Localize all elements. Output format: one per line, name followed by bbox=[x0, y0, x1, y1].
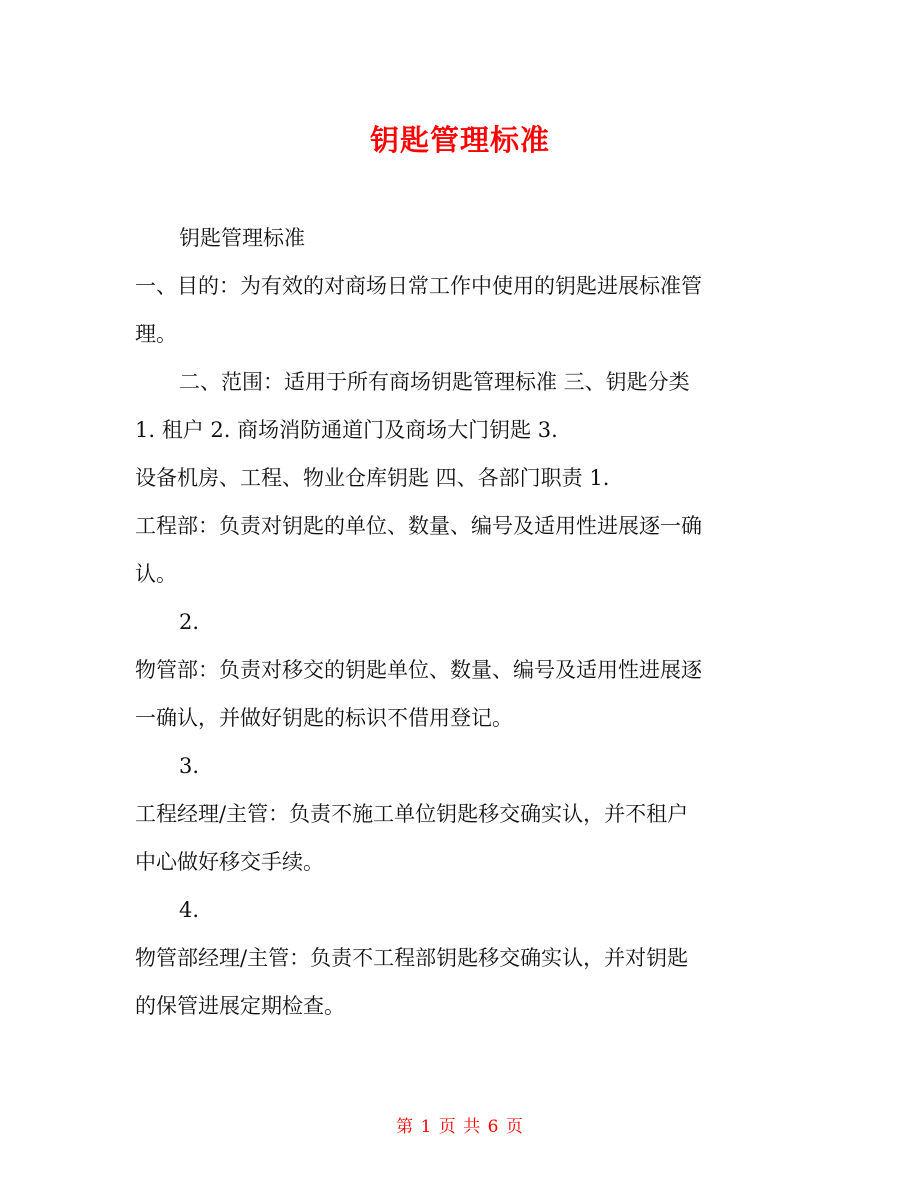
document-title: 钥匙管理标准 bbox=[369, 123, 550, 157]
body-line-purpose: 一、目的：为有效的对商场日常工作中使用的钥匙进展标准管 bbox=[135, 274, 702, 298]
body-line-key-types: 1. 租户 2. 商场消防通道门及商场大门钥匙 3. bbox=[135, 418, 558, 442]
body-line-subtitle: 钥匙管理标准 bbox=[179, 226, 305, 250]
page-number-footer: 第 1 页 共 6 页 bbox=[396, 1117, 524, 1137]
body-line-property-dept-cont: 一确认，并做好钥匙的标识不借用登记。 bbox=[135, 706, 513, 730]
body-line-engineering-manager: 工程经理/主管：负责不施工单位钥匙移交确实认，并不租户 bbox=[135, 802, 689, 826]
body-line-scope: 二、范围：适用于所有商场钥匙管理标准 三、钥匙分类 bbox=[179, 370, 690, 394]
body-line-engineering-dept: 工程部：负责对钥匙的单位、数量、编号及适用性进展逐一确 bbox=[135, 514, 702, 538]
body-line-item-3: 3. bbox=[179, 754, 200, 778]
body-line-key-types-cont: 设备机房、工程、物业仓库钥匙 四、各部门职责 1. bbox=[135, 466, 610, 490]
body-line-property-manager-cont: 的保管进展定期检查。 bbox=[135, 994, 345, 1018]
body-line-purpose-cont: 理。 bbox=[135, 322, 177, 346]
body-line-engineering-dept-cont: 认。 bbox=[135, 562, 177, 586]
body-line-property-manager: 物管部经理/主管：负责不工程部钥匙移交确实认，并对钥匙 bbox=[135, 946, 689, 970]
body-line-engineering-manager-cont: 中心做好移交手续。 bbox=[135, 850, 324, 874]
body-line-item-2: 2. bbox=[179, 610, 200, 634]
document-body bbox=[135, 214, 790, 1030]
body-line-property-dept: 物管部：负责对移交的钥匙单位、数量、编号及适用性进展逐 bbox=[135, 658, 702, 682]
body-line-item-4: 4. bbox=[179, 898, 200, 922]
